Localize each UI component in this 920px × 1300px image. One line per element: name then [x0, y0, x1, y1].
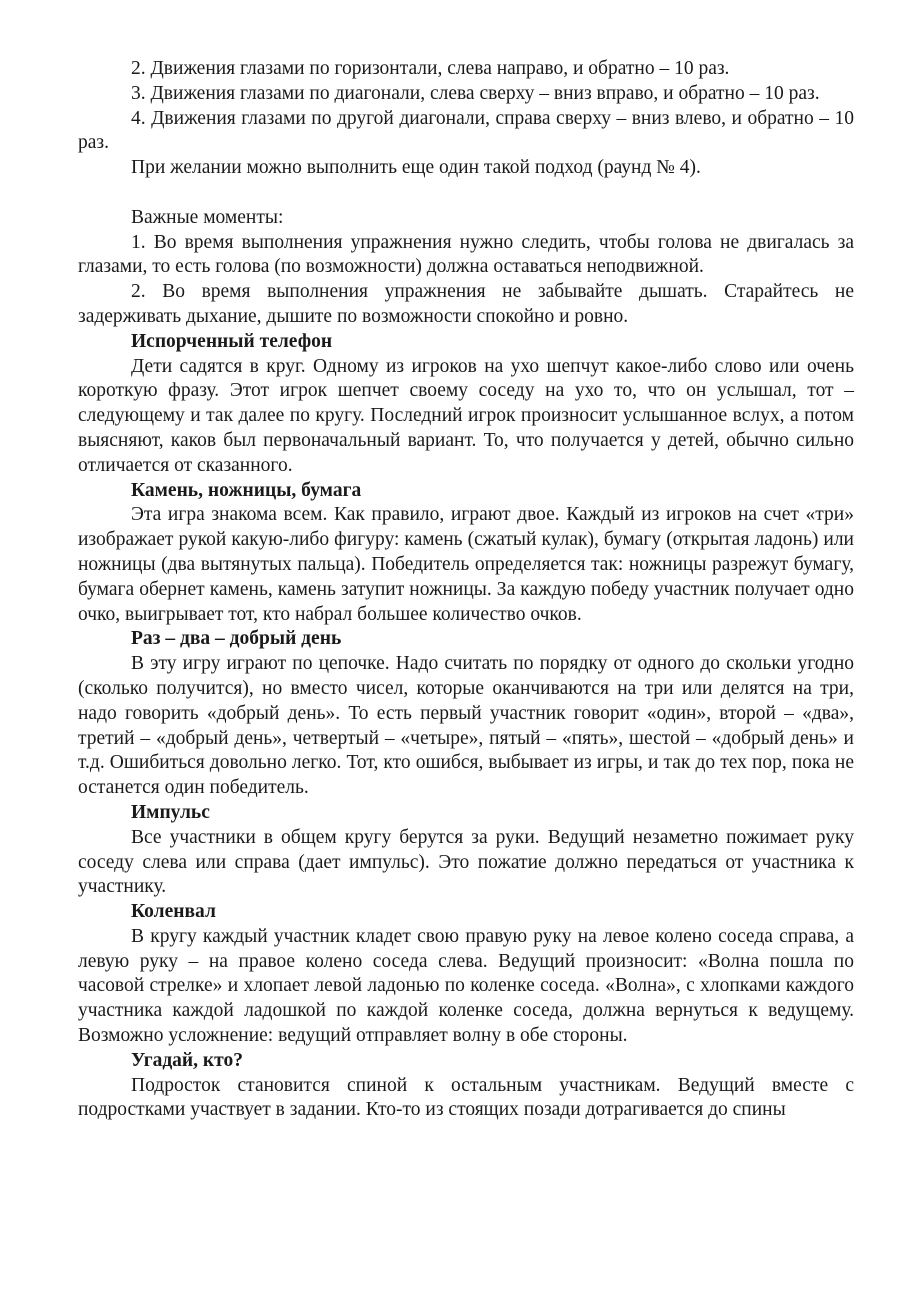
one-two-good-day-paragraph: В эту игру играют по цепочке. Надо считать по порядку от одного до скольки угодно (сколько получится), но вместо чисел, которые оканчиваются на три или делятся на три, надо говорить «добрый день». То есть первый участник говорит «один», второй – «два», третий – «добрый день», четвертый – «четыре», пятый – «пять», шестой – «добрый день» и т.д. Ошибиться довольно легко. Тот, кто ошибся, выбывает из игры, и так до тех пор, пока не останется один победитель. — [78, 653, 854, 799]
step-2-paragraph: 2. Движения глазами по горизонтали, слева направо, и обратно – 10 раз. — [131, 58, 730, 79]
section-heading-one-two-good-day: Раз – два – добрый день — [131, 628, 342, 650]
impulse-paragraph: Все участники в общем кругу берутся за руки. Ведущий незаметно пожимает руку соседу слева или справа (дает импульс). Это пожатие должно передаться от участника к участнику. — [78, 826, 854, 898]
important-point-2: 2. Во время выполнения упражнения не забывайте дышать. Старайтесь не задерживать дыхание, дышите по возможности спокойно и ровно. — [78, 281, 854, 327]
extra-round-paragraph: При желании можно выполнить еще один такой подход (раунд № 4). — [131, 157, 701, 179]
crankshaft-paragraph: В кругу каждый участник кладет свою правую руку на левое колено соседа справа, а левую руку – на правое колено соседа слева. Ведущий произносит: «Волна пошла по часовой стрелке» и хлопает левой ладонью по коленке соседа. «Волна», с хлопками каждого участника каждой ладошкой по каждой коленке соседа, должна вернуться к ведущему. Возможно усложнение: ведущий отправляет волну в обе стороны. — [78, 925, 854, 1047]
broken-telephone-paragraph: Дети садятся в круг. Одному из игроков на ухо шепчут какое-либо слово или очень короткую фразу. Этот игрок шепчет своему соседу на ухо то, что он услышал, тот – следующему и так далее по кругу. Последний игрок произносит услышанное вслух, а потом выясняют, каков был первоначальный вариант. То, что получается у детей, обычно сильно отличается от сказанного. — [78, 355, 854, 476]
step-4-paragraph: 4. Движения глазами по другой диагонали, справа сверху – вниз влево, и обратно – 10 раз. — [78, 107, 854, 154]
section-heading-broken-telephone: Испорченный телефон — [131, 330, 333, 352]
section-heading-rock-paper-scissors: Камень, ножницы, бумага — [131, 479, 362, 501]
step-3-paragraph: 3. Движения глазами по диагонали, слева сверху – вниз вправо, и обратно – 10 раз. — [131, 82, 820, 104]
document-page — [78, 57, 854, 1123]
rock-paper-scissors-paragraph: Эта игра знакома всем. Как правило, играют двое. Каждый из игроков на счет «три» изображает рукой какую-либо фигуру: камень (сжатый кулак), бумагу (открытая ладонь) или ножницы (два вытянутых пальца). Победитель определяется так: ножницы разрежут бумагу, бумага обернет камень, камень затупит ножницы. За каждую победу участник получает одно очко, выигрывает тот, кто набрал большее количество очков. — [78, 504, 854, 625]
section-heading-impulse: Импульс — [131, 801, 210, 823]
section-heading-crankshaft: Коленвал — [131, 901, 216, 923]
guess-who-paragraph: Подросток становится спиной к остальным участникам. Ведущий вместе с подростками участвует в задании. Кто-то из стоящих позади дотрагивается до спины — [78, 1074, 854, 1121]
important-point-1: 1. Во время выполнения упражнения нужно следить, чтобы голова не двигалась за глазами, то есть голова (по возможности) должна оставаться неподвижной. — [78, 231, 854, 278]
important-points-heading: Важные моменты: — [131, 206, 284, 228]
section-heading-guess-who: Угадай, кто? — [131, 1049, 243, 1071]
